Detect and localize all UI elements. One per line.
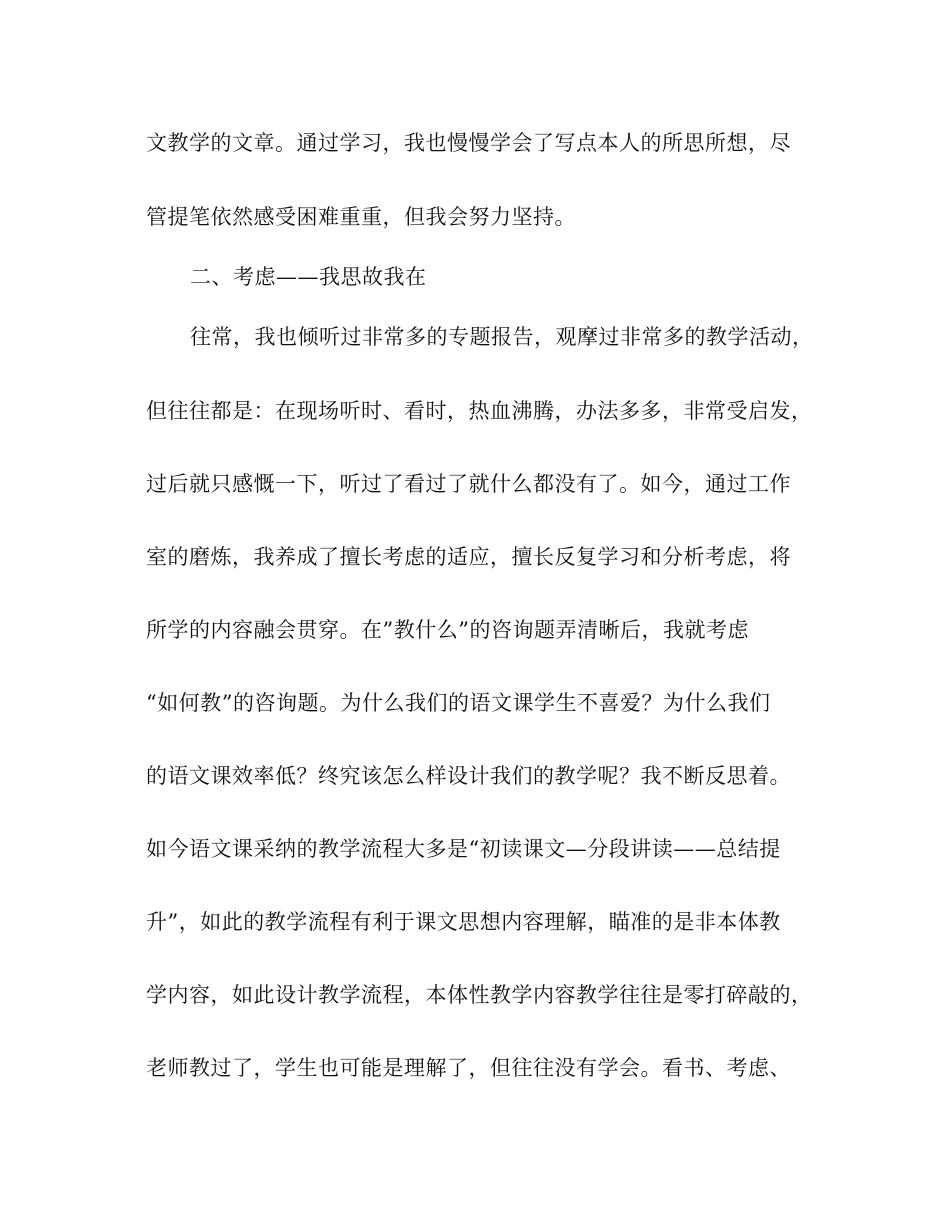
body-text-line: 学内容，如此设计教学流程，本体性教学内容教学往往是零打碎敲的， [146, 983, 813, 1007]
body-text-line: 室的磨炼，我养成了擅长考虑的适应，擅长反复学习和分析考虑，将 [146, 545, 791, 569]
section-heading: 二、考虑——我思故我在 [190, 265, 427, 289]
body-text-line: 但往往都是：在现场听时、看时，热血沸腾，办法多多，非常受启发， [146, 399, 813, 423]
body-text-line: 文教学的文章。通过学习，我也慢慢学会了写点本人的所思所想，尽 [146, 131, 791, 155]
body-text-line: 所学的内容融会贯穿。在”教什么”的咨询题弄清晰后，我就考虑 [146, 618, 749, 642]
body-text-line: 的语文课效率低？终究该怎么样设计我们的教学呢？我不断反思着。 [146, 764, 791, 788]
body-text-line: 老师教过了，学生也可能是理解了，但往往没有学会。看书、考虑、 [146, 1056, 791, 1080]
body-text-line: 升”，如此的教学流程有利于课文思想内容理解，瞄准的是非本体教 [146, 910, 781, 934]
paragraph-first-line: 往常，我也倾听过非常多的专题报告，观摩过非常多的教学活动， [190, 325, 814, 349]
body-text-line: “如何教”的咨询题。为什么我们的语文课学生不喜爱？为什么我们 [146, 691, 771, 715]
body-text-line: 管提笔依然感受困难重重，但我会努力坚持。 [146, 205, 576, 229]
body-text-line: 如今语文课采纳的教学流程大多是“初读课文—分段讲读——总结提 [146, 837, 781, 861]
body-text-line: 过后就只感慨一下，听过了看过了就什么都没有了。如今，通过工作 [146, 472, 791, 496]
